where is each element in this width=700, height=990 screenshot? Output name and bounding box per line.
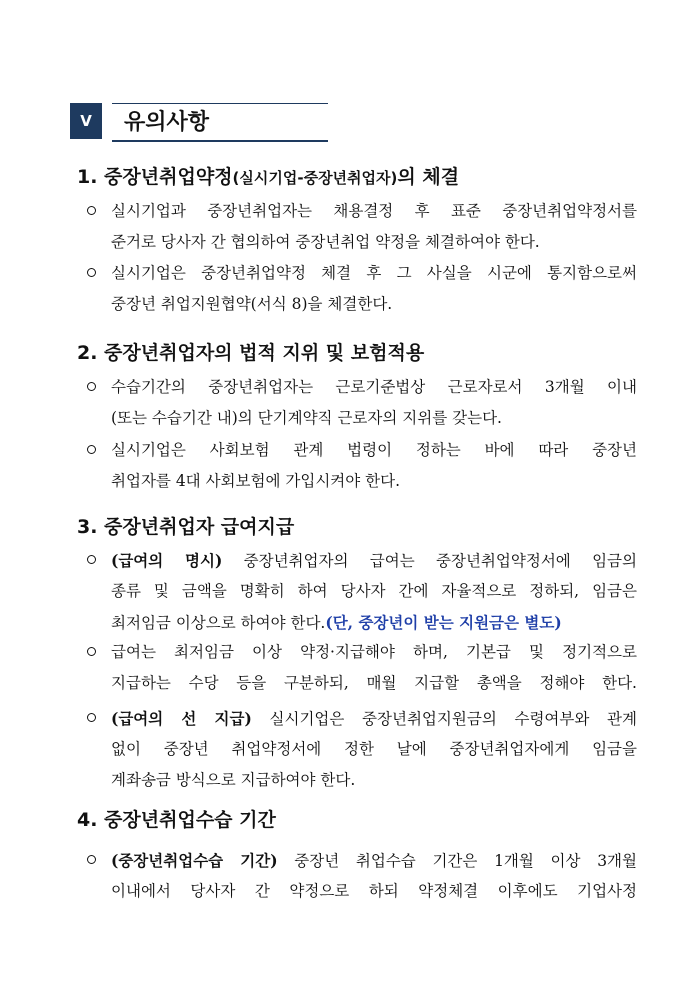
item-line: 계좌송금 방식으로 지급하여야 한다. [111,771,356,789]
circle-bullet-icon [87,206,96,215]
item-line: 수습기간의 중장년취업자는 근로기준법상 근로자로서 3개월 이내 [111,378,637,396]
circle-bullet-icon [87,855,96,864]
item-text: 최저임금 이상으로 하여야 한다. [111,614,326,632]
item-line: 실시기업과 중장년취업자는 채용결정 후 표준 중장년취업약정서를 [111,202,637,220]
section-1-title [77,162,459,189]
item-line [111,703,637,735]
item-line: 지급하는 수당 등을 구분하되, 매월 지급할 총액을 정해야 한다. [111,674,637,692]
item-line [111,545,637,577]
item-line: 없이 중장년 취업약정서에 정한 날에 중장년취업자에게 임금을 [111,740,637,758]
item-line: 취업자를 4대 사회보험에 가입시켜야 한다. [111,472,401,490]
circle-bullet-icon [87,647,96,656]
item-line: 준거로 당사자 간 협의하여 중장년취업 약정을 체결하여야 한다. [111,233,540,251]
item-text: 실시기업은 중장년취업지원금의 수령여부와 관계 [251,710,637,728]
item-note: (단, 중장년이 받는 지원금은 별도) [325,613,562,632]
item-line: 급여는 최저임금 이상 약정·지급해야 하며, 기본급 및 정기적으로 [111,643,637,661]
circle-bullet-icon [87,555,96,564]
section-2-title: 2. 중장년취업자의 법적 지위 및 보험적용 [77,342,425,364]
item-line [111,607,562,639]
header-top-rule [112,103,328,104]
section-1-title-paren: (실시기업-중장년취업자) [232,169,398,187]
item-line: 실시기업은 중장년취업약정 체결 후 그 사실을 시군에 통지함으로써 [111,264,637,282]
circle-bullet-icon [87,445,96,454]
circle-bullet-icon [87,713,96,722]
item-line: 중장년 취업지원협약(서식 8)을 체결한다. [111,295,393,313]
circle-bullet-icon [87,268,96,277]
header-bottom-rule [112,140,328,142]
item-text: 중장년 취업수습 기간은 1개월 이상 3개월 [277,852,638,870]
section-1-title-main: 1. 중장년취업약정 [77,166,233,188]
item-line: 종류 및 금액을 명확히 하여 당사자 간에 자율적으로 정하되, 임금은 [111,582,637,600]
item-lead: (중장년취업수습 기간) [111,851,278,870]
section-4-title: 4. 중장년취업수습 기간 [77,809,276,831]
chapter-number-badge: Ⅴ [70,103,102,139]
item-lead: (급여의 명시) [111,551,223,570]
item-line: (또는 수습기간 내)의 단기계약직 근로자의 지위를 갖는다. [111,409,502,427]
item-text: 중장년취업자의 급여는 중장년취업약정서에 임금의 [222,552,637,570]
item-line [111,845,637,877]
section-3-title: 3. 중장년취업자 급여지급 [77,516,295,538]
item-line: 실시기업은 사회보험 관계 법령이 정하는 바에 따라 중장년 [111,441,637,459]
chapter-header [70,103,328,145]
circle-bullet-icon [87,382,96,391]
item-line: 이내에서 당사자 간 약정으로 하되 약정체결 이후에도 기업사정 [111,882,637,900]
section-1-title-end: 의 체결 [397,166,460,188]
item-lead: (급여의 선 지급) [111,709,252,728]
chapter-title: 유의사항 [124,110,210,135]
